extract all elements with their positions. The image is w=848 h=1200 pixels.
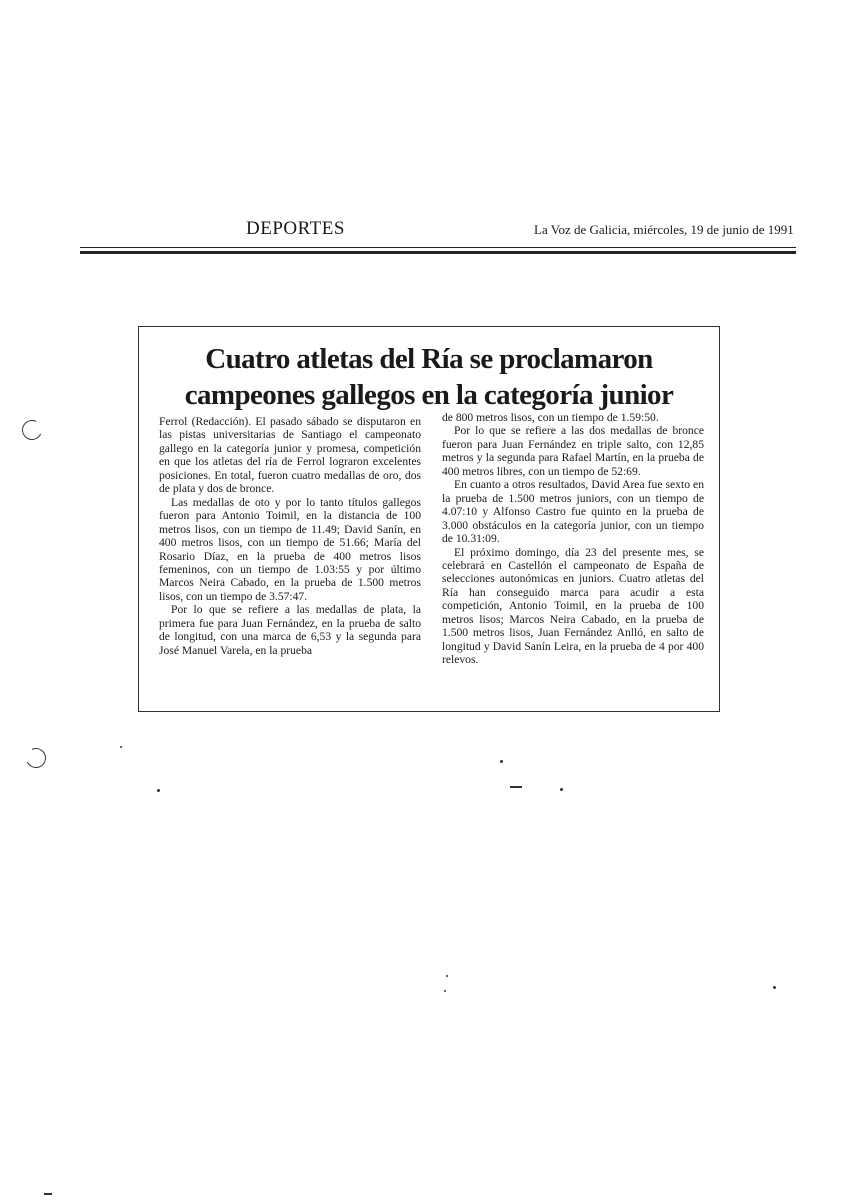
scan-dash — [44, 1193, 52, 1195]
scan-speck — [444, 990, 446, 992]
paragraph: El próximo domingo, día 23 del presente mes, se celebrará en Castellón el campeonato de España de selecciones autonómicas en juniors. Cuatro atletas del Ría han conseguido marca para acudir a esta competición, Antonio Toimil, en la prueba de 100 metros lisos; Marcos Neira Cabado, en la prueba de 1.500 metros lisos, Juan Fernández Anlló, en salto de longitud y David Sanín Leira, en la prueba de 4 por 400 relevos. — [442, 545, 704, 667]
headline — [139, 341, 719, 413]
scan-speck — [446, 975, 448, 977]
paragraph: Por lo que se refiere a las dos medallas de bronce fueron para Juan Fernández en triple salto, con 12,85 metros y la segunda para Rafael Martín, en la prueba de 400 metros libres, con un tiempo de 52:69. — [442, 424, 704, 478]
header-rule-thin — [80, 247, 796, 248]
paragraph: En cuanto a otros resultados, David Area fue sexto en la prueba de 1.500 metros juniors, con un tiempo de 4.07:10 y Alfonso Castro fue quinto en la prueba de 3.000 obstáculos en la categoría junior, con un tiempo de 10.31:09. — [442, 478, 704, 546]
paragraph: de 800 metros lisos, con un tiempo de 1.59:50. — [442, 411, 659, 424]
paragraph: Ferrol (Redacción). El pasado sábado se disputaron en las pistas universitarias de Santiago el campeonato gallego en la categoría junior y promesa, competición en que los atletas del ría de Ferrol lograron excelentes posiciones. En total, fueron cuatro medallas de oro, dos de plata y dos de bronce. — [159, 415, 421, 496]
scan-speck — [500, 760, 503, 763]
headline-line-1: Cuatro atletas del Ría se proclamaron — [205, 343, 653, 375]
scan-speck — [157, 789, 160, 792]
scan-speck — [773, 986, 776, 989]
article-column-right — [442, 411, 704, 667]
scan-dash — [510, 786, 522, 788]
article-column-left — [159, 415, 421, 657]
punch-hole-mark-top — [19, 417, 45, 443]
punch-hole-mark-bottom — [23, 745, 49, 771]
header-rule-thick — [80, 251, 796, 254]
scan-speck — [560, 788, 563, 791]
scan-speck — [120, 746, 122, 748]
paragraph: Las medallas de oto y por lo tanto títulos gallegos fueron para Antonio Toimil, en la distancia de 100 metros lisos, con un tiempo de 11.49; David Sanín, en 400 metros lisos, con un tiempo de 51.66; María del Rosario Díaz, en la prueba de 400 metros lisos femeninos, con un tiempo de 1.03:55 y por último Marcos Neira Cabado, en la prueba de 1.500 metros lisos, con un tiempo de 3.57:47. — [159, 495, 421, 603]
section-label: DEPORTES — [246, 218, 345, 239]
masthead-date: La Voz de Galicia, miércoles, 19 de junio de 1991 — [534, 222, 794, 237]
headline-line-2: campeones gallegos en la categoría junior — [184, 379, 674, 411]
article-box — [138, 326, 720, 712]
paragraph: Por lo que se refiere a las medallas de plata, la primera fue para Juan Fernández, en la prueba de salto de longitud, con una marca de 6,53 y la segunda para José Manuel Varela, en la prueba — [159, 603, 421, 657]
